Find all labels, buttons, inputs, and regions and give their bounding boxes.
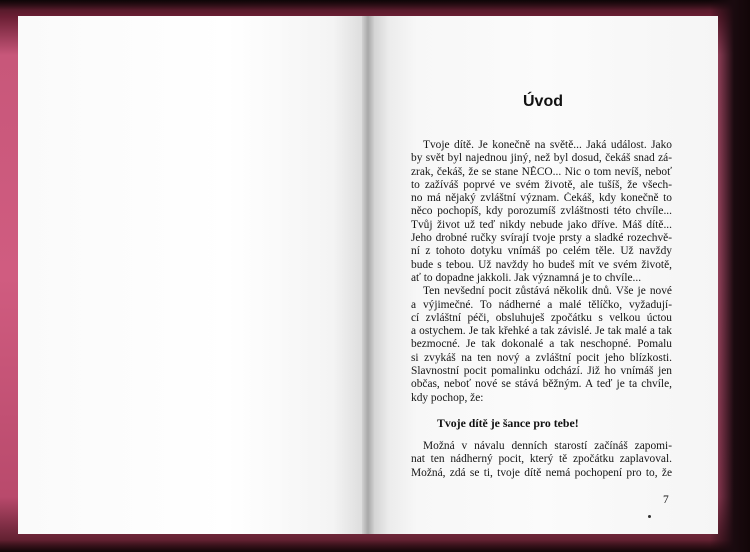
left-page-blank xyxy=(18,16,368,534)
text-line: ní z tohoto dotyku vnímáš po celém těle. Už navždy xyxy=(411,245,672,258)
text-line: cí zvláštní péči, obsluhuješ zpočátku s velkou úctou xyxy=(411,311,672,324)
text-line: by svět byl najednou jiný, než byl dosud, čekáš snad zá- xyxy=(411,152,672,165)
cover-shadow-bottom xyxy=(0,540,750,552)
body-paragraphs xyxy=(411,139,672,405)
text-line: Tvůj život už teď nikdy nebude jako dříve. Máš dítě... xyxy=(411,218,672,231)
bold-statement: Tvoje dítě je šance pro tebe! xyxy=(437,416,579,430)
text-line: a výjimečné. To nádherné a malé tělíčko, vyžadují- xyxy=(411,298,672,311)
text-line: a ostychem. Je tak křehké a tak závislé. Je tak malé a tak xyxy=(411,325,672,338)
cover-shadow-top xyxy=(0,0,750,10)
text-line: Tvoje dítě. Je konečně na světě... Jaká událost. Jako xyxy=(423,139,672,151)
text-line: Ten nevšední pocit zůstává několik dnů. Vše je nové xyxy=(423,285,672,298)
text-line: zrak, čekáš, že se stane NĚCO... Nic o tom nevíš, neboť xyxy=(411,165,672,178)
body-paragraph-continued xyxy=(411,440,672,480)
ink-speck xyxy=(648,515,651,518)
text-line: Jeho drobné ručky svírají tvoje prsty a sladké rozechvě- xyxy=(411,232,672,245)
text-line: kdy pochop, že: xyxy=(411,391,484,404)
text-line: ať to dopadne jakkoli. Jak významná je to chvíle... xyxy=(411,271,642,284)
text-line: Možná v návalu denních starostí začínáš zapomi- xyxy=(423,440,672,452)
chapter-title: Úvod xyxy=(523,93,563,110)
text-line: to zažíváš poprvé ve svém životě, ale tušíš, že všech- xyxy=(411,178,672,191)
text-line: Možná, zdá se ti, tvoje dítě nemá pochopení pro to, že xyxy=(411,466,672,479)
text-line: Slavnostní pocit pomalinku odchází. Již ho vnímáš jen xyxy=(411,365,672,378)
page-number: 7 xyxy=(663,494,669,506)
text-line: bezmocné. Je tak dokonalé a tak neschopné. Pomalu xyxy=(411,338,672,351)
text-line: občas, neboť nové se stává běžným. A teď je ta chvíle, xyxy=(411,378,672,391)
text-line: něco pochopíš, kdy porozumíš zvláštnosti této chvíle... xyxy=(411,205,672,218)
text-line: si zvykáš na ten nový a zvláštní pocit jeho blízkosti. xyxy=(411,351,672,364)
text-line: nat ten nádherný pocit, který tě zpočátku zaplavoval. xyxy=(411,453,672,466)
text-line: no má nějaký zvláštní význam. Čekáš, kdy konečně to xyxy=(411,192,672,205)
text-line: bude s tebou. Už navždy ho budeš mít ve svém životě, xyxy=(411,258,672,271)
